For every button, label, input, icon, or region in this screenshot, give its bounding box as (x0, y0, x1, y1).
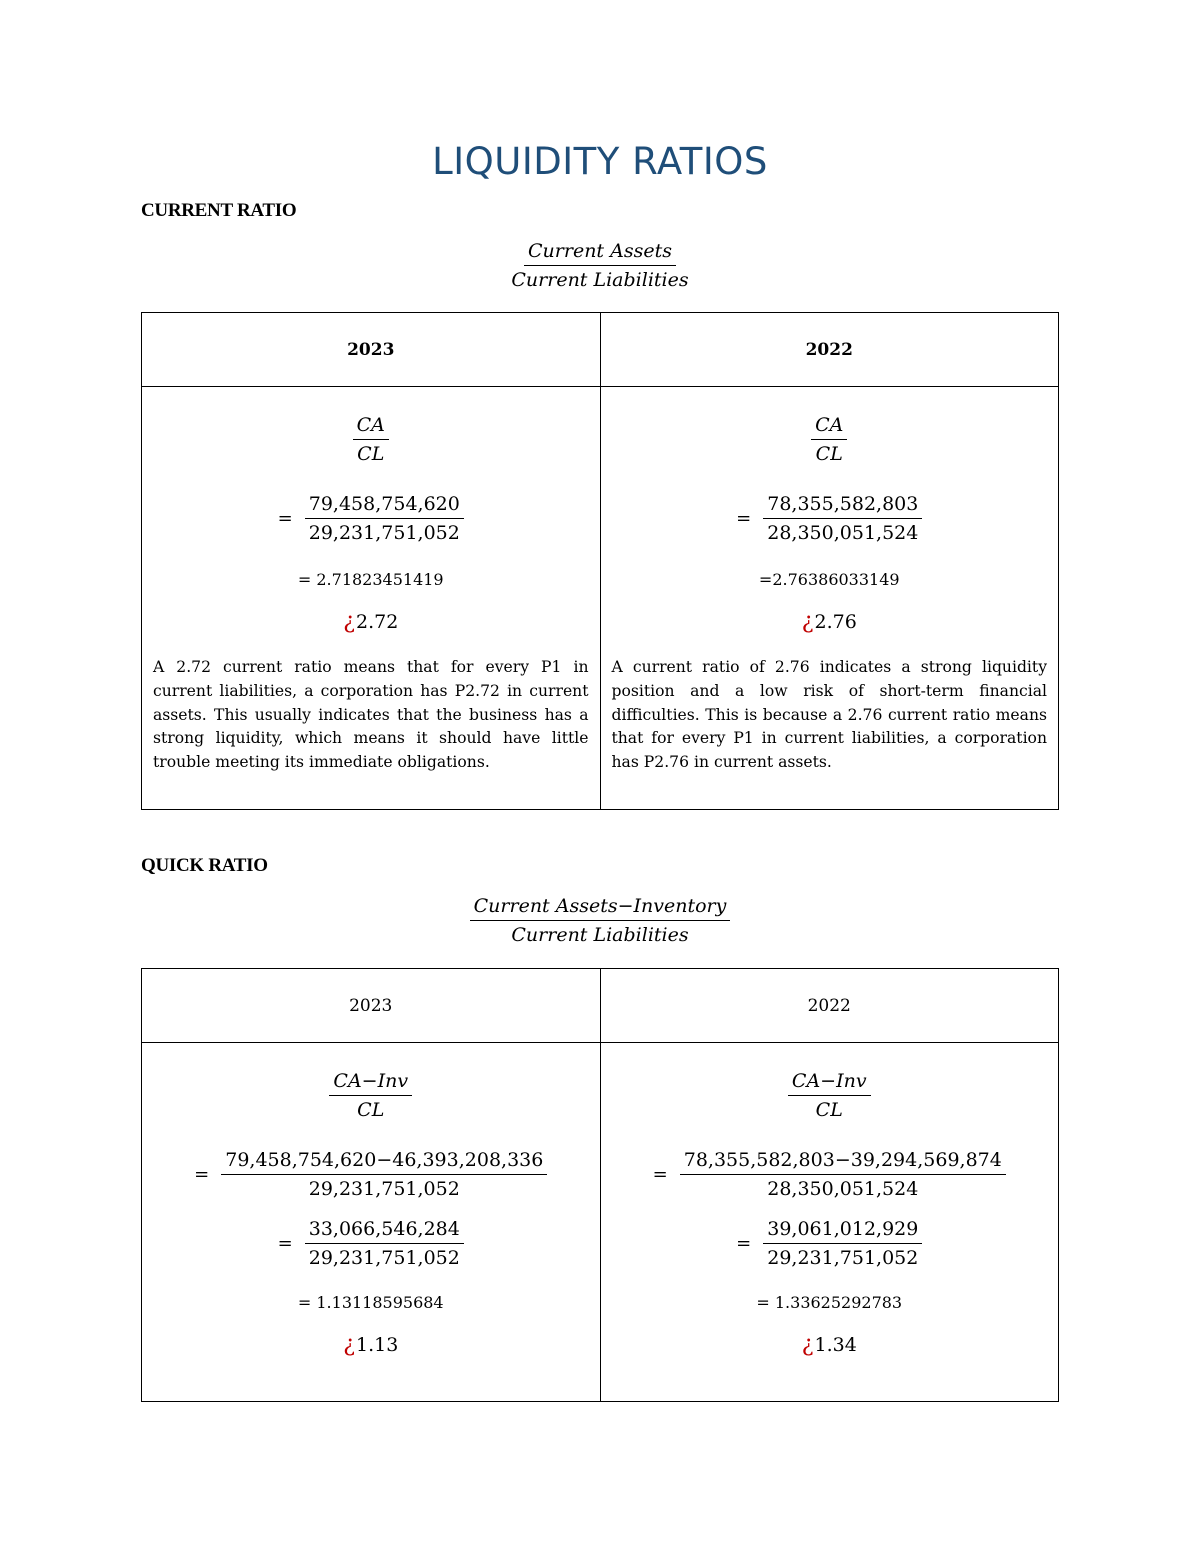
step2-denominator: 29,231,751,052 (767, 1247, 919, 1269)
step1-numerator: 78,355,582,803−39,294,569,874 (680, 1149, 1006, 1175)
result-value: = 1.13118595684 (297, 1293, 444, 1312)
quick-ratio-formula-fraction (470, 895, 731, 946)
formula-denominator: Current Liabilities (511, 924, 689, 946)
rounded-result (802, 1332, 857, 1357)
value-equation (736, 493, 922, 544)
year-header-2023: 2023 (142, 313, 601, 387)
equals-sign: = (736, 508, 752, 529)
symbolic-numerator: CA−Inv (788, 1070, 871, 1096)
step1-denominator: 28,350,051,524 (767, 1178, 919, 1200)
value-fraction (763, 493, 922, 544)
step2-numerator: 33,066,546,284 (305, 1218, 464, 1244)
value-denominator: 29,231,751,052 (308, 522, 460, 544)
equals-sign: = (736, 1233, 752, 1254)
quick-ratio-table (141, 968, 1059, 1402)
step2-denominator: 29,231,751,052 (308, 1247, 460, 1269)
step1-denominator: 29,231,751,052 (308, 1178, 460, 1200)
symbolic-fraction (788, 1070, 871, 1121)
formula-denominator: Current Liabilities (511, 269, 689, 291)
symbolic-fraction (811, 414, 847, 465)
current-ratio-formula-fraction (507, 240, 692, 291)
rounded-value: 2.76 (814, 611, 857, 633)
symbolic-fraction (353, 414, 389, 465)
symbolic-denominator: CL (357, 1099, 385, 1121)
step2-equation (278, 1218, 464, 1269)
symbolic-numerator: CA (811, 414, 847, 440)
calc-cell-2023 (142, 387, 601, 810)
symbolic-denominator: CL (815, 1099, 843, 1121)
table-calc-row (142, 1043, 1059, 1402)
step2-fraction (305, 1218, 464, 1269)
calc-cell-2022 (600, 1043, 1059, 1402)
year-header-2023: 2023 (142, 969, 601, 1043)
quick-ratio-formula (0, 895, 1200, 946)
year-header-2022: 2022 (600, 313, 1059, 387)
step1-equation (194, 1149, 547, 1200)
rounded-value: 2.72 (355, 611, 399, 633)
approx-symbol: ¿ (801, 609, 814, 634)
rounded-value: 1.34 (814, 1334, 857, 1356)
value-numerator: 78,355,582,803 (763, 493, 922, 519)
result-value: = 2.71823451419 (297, 570, 444, 589)
current-ratio-formula (0, 240, 1200, 291)
calc-cell-2023 (142, 1043, 601, 1402)
table-header-row (142, 969, 1059, 1043)
step1-numerator: 79,458,754,620−46,393,208,336 (221, 1149, 547, 1175)
value-fraction (305, 493, 464, 544)
rounded-value: 1.13 (355, 1334, 399, 1356)
result-value: = 1.33625292783 (756, 1293, 903, 1312)
result-value: =2.76386033149 (758, 570, 900, 589)
value-numerator: 79,458,754,620 (305, 493, 464, 519)
year-header-2022: 2022 (600, 969, 1059, 1043)
current-ratio-table (141, 312, 1059, 810)
step1-equation (653, 1149, 1006, 1200)
symbolic-denominator: CL (357, 443, 385, 465)
quick-ratio-heading: QUICK RATIO (141, 855, 268, 876)
explanation-text: A current ratio of 2.76 indicates a strong liquidity position and a low risk of short-term financial difficulties. This is because a 2.76 current ratio means that for every P1 in current liabilities, a corporation has P2.76 in current assets. (611, 658, 1047, 772)
formula-numerator: Current Assets (524, 240, 676, 266)
step1-fraction (680, 1149, 1006, 1200)
explanation-text: A 2.72 current ratio means that for every P1 in current liabilities, a corporation has P2.72 in current assets. This usually indicates that the business has a strong liquidity, which means it should have little trouble meeting its immediate obligations. (153, 658, 589, 772)
table-calc-row (142, 387, 1059, 810)
rounded-result (802, 609, 857, 634)
symbolic-denominator: CL (815, 443, 843, 465)
symbolic-numerator: CA−Inv (329, 1070, 412, 1096)
approx-symbol: ¿ (343, 609, 355, 634)
current-ratio-heading: CURRENT RATIO (141, 200, 297, 221)
symbolic-fraction (329, 1070, 412, 1121)
approx-symbol: ¿ (801, 1332, 814, 1357)
equals-sign: = (652, 1164, 668, 1185)
value-denominator: 28,350,051,524 (767, 522, 919, 544)
step2-numerator: 39,061,012,929 (763, 1218, 922, 1244)
approx-symbol: ¿ (343, 1332, 355, 1357)
equals-sign: = (194, 1164, 210, 1185)
step2-fraction (763, 1218, 922, 1269)
step2-equation (736, 1218, 922, 1269)
value-equation (278, 493, 464, 544)
page-title: LIQUIDITY RATIOS (432, 140, 768, 183)
equals-sign: = (277, 508, 293, 529)
calc-cell-2022 (600, 387, 1059, 810)
table-header-row (142, 313, 1059, 387)
symbolic-numerator: CA (353, 414, 389, 440)
rounded-result (343, 609, 398, 634)
rounded-result (343, 1332, 398, 1357)
formula-numerator: Current Assets−Inventory (470, 895, 731, 921)
step1-fraction (221, 1149, 547, 1200)
equals-sign: = (277, 1233, 293, 1254)
